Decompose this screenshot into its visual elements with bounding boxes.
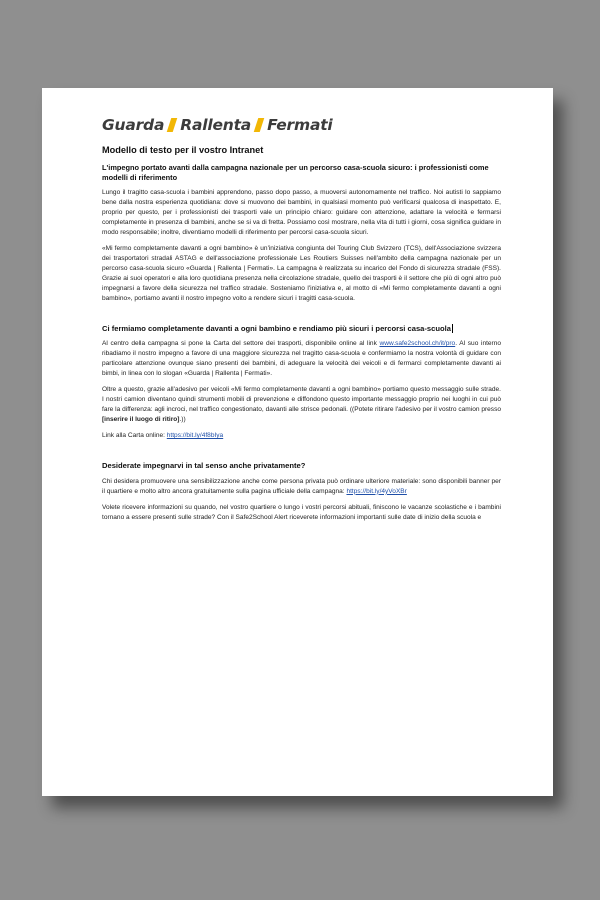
- paragraph-4-text-a: Oltre a questo, grazie all'adesivo per veicoli «Mi fermo completamente davanti a ogni bambino» portiamo questo messaggio sulle strade. I nostri camion diventano quindi strumenti mobili di prevenzione e diffondono questo importante messaggio proprio nei luoghi in cui può fare la differenza: agli incroci, nel traffico congestionato, davanti alle strisce pedonali. ((Potete ritirare l'adesivo per il vostro camion presso: [102, 386, 501, 414]
- paragraph-4: [102, 385, 501, 425]
- paragraph-6-text: Chi desidera promuovere una sensibilizzazione anche come persona privata può ordinare ulteriore materiale: sono disponibili banner per il quartiere e molto altro ancora gratuitamente sulla pagina ufficiale della campagna:: [102, 477, 501, 495]
- paragraph-3-text-b: . Al suo interno ribadiamo il nostro impegno a favore di una maggiore sicurezza nel tragitto casa-scuola e confermiamo la nostra volontà di guidare con particolare attenzione ovunque siano presenti dei bambini, di adeguare la velocità dei veicoli e di fermarci completamente davanti ai bimbi, in linea con lo slogan «Guarda | Rallenta | Fermati».: [102, 340, 502, 378]
- paragraph-7: Volete ricevere informazioni su quando, nel vostro quartiere o lungo i vostri percorsi abituali, finiscono le vacanze scolastiche e i bambini tornano a essere presenti sulle strade? Con il Safe2School Alert riceverete informazioni importanti sulle date di inizio della scuola e: [102, 503, 501, 521]
- logo-slash-icon: [167, 118, 178, 132]
- text-cursor: [452, 324, 453, 333]
- paragraph-4-text-b: .)): [179, 415, 186, 423]
- document-page: [42, 88, 553, 796]
- document-subtitle: L'impegno portato avanti dalla campagna nazionale per un percorso casa-scuola sicuro: i professionisti come modelli di riferimento: [102, 163, 489, 182]
- paragraph-5: [102, 431, 501, 441]
- document-title: Modello di testo per il vostro Intranet: [102, 145, 264, 155]
- section-2-heading-text: Ci fermiamo completamente davanti a ogni bambino e rendiamo più sicuri i percorsi casa-scuola: [102, 323, 451, 333]
- logo-word-rallenta: Rallenta: [180, 116, 252, 134]
- safe2school-link[interactable]: www.safe2school.ch/it/pro: [379, 340, 456, 348]
- charter-link-label: Link alla Carta online:: [102, 431, 167, 439]
- campaign-page-link[interactable]: https://bit.ly/4yVoXBr: [346, 487, 407, 495]
- paragraph-6: [102, 477, 501, 497]
- logo-word-fermati: Fermati: [267, 116, 333, 134]
- paragraph-3-text-a: Al centro della campagna si pone la Carta del settore dei trasporti, disponibile online al link: [102, 340, 380, 348]
- paragraph-3: [102, 339, 501, 379]
- paragraph-1: Lungo il tragitto casa-scuola i bambini apprendono, passo dopo passo, a muoversi autonomamente nel traffico. Noi autisti lo sappiamo bene dalla nostra esperienza quotidiana: dove si muovono dei bambini, in qualsiasi momento può verificarsi qualcosa di inaspettato. E, proprio per questo, per i professionisti dei trasporti vale un principio chiaro: guidare con attenzione, adattare la velocità e fermarsi completamente in presenza di bambini, anche se si va di fretta. Possiamo così mostrare, nella vita di tutti i giorni, cosa significa guidare in modo responsabile; inoltre, diventiamo modelli di riferimento per percorsi casa-scuola sicuri.: [102, 189, 501, 236]
- paragraph-4-placeholder: [inserire il luogo di ritiro]: [102, 415, 180, 423]
- logo-slash-icon: [254, 118, 265, 132]
- paragraph-2: «Mi fermo completamente davanti a ogni bambino» è un'iniziativa congiunta del Touring Club Svizzero (TCS), dell'Associazione svizzera dei trasportatori stradali ASTAG e dell'associazione professionale Les Routiers Suisses nell'ambito della campagna nazionale per un percorso casa-scuola sicuro «Guarda | Rallenta | Fermati». La campagna è realizzata su incarico del Fondo di sicurezza stradale (FSS). Grazie ai suoi operatori e alla loro quotidiana presenza nella circolazione stradale, quello dei trasporti è il settore che più di ogni altro può impegnarsi a favore della sicurezza nel traffico stradale. Sosteniamo l'iniziativa e, al motto di «Mi fermo completamente davanti a ogni bambino», portiamo avanti il nostro impegno volto a rendere sicuri i tragitti casa-scuola.: [102, 244, 501, 302]
- section-3-heading: Desiderate impegnarvi in tal senso anche privatamente?: [102, 460, 306, 470]
- campaign-logo: [102, 116, 501, 134]
- section-2-heading: [102, 324, 501, 334]
- charter-link[interactable]: https://bit.ly/4f8bIya: [166, 431, 224, 439]
- logo-word-guarda: Guarda: [102, 116, 165, 134]
